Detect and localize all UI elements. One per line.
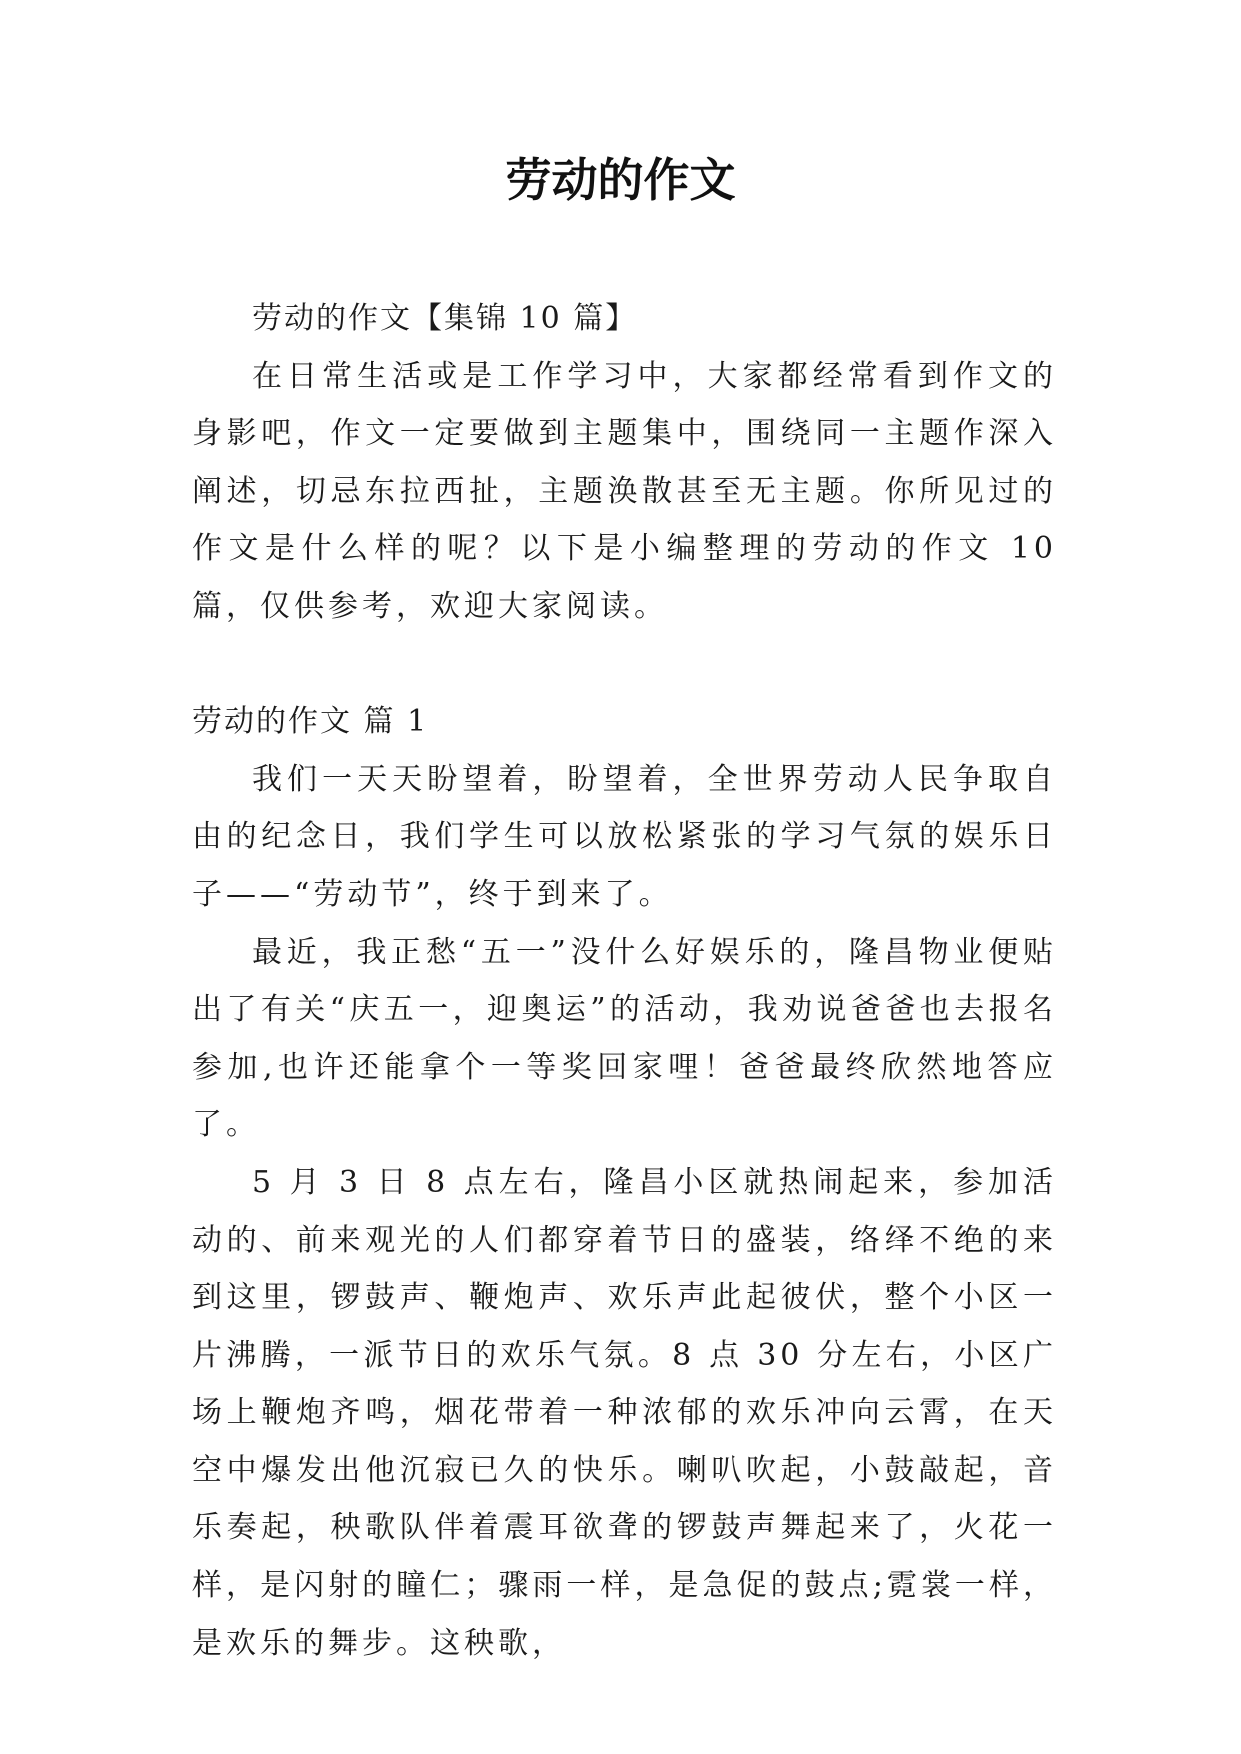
section-spacer xyxy=(192,636,1057,694)
body-paragraph-1: 我们一天天盼望着，盼望着，全世界劳动人民争取自由的纪念日，我们学生可以放松紧张的学习气氛的娱乐日子——“劳动节”，终于到来了。 xyxy=(192,761,1057,912)
section-heading: 劳动的作文 篇 1 xyxy=(192,704,429,740)
document-subtitle: 劳动的作文【集锦 10 篇】 xyxy=(252,301,638,336)
document-title: 劳动的作文 xyxy=(505,153,736,207)
body-paragraph-2: 最近，我正愁“五一”没什么好娱乐的，隆昌物业便贴出了有关“庆五一，迎奥运”的活动，我劝说爸爸也去报名参加,也许还能拿个一等奖回家哩！爸爸最终欣然地答应了。 xyxy=(192,934,1057,1143)
intro-paragraph: 在日常生活或是工作学习中，大家都经常看到作文的身影吧，作文一定要做到主题集中，围绕同一主题作深入阐述，切忌东拉西扯，主题涣散甚至无主题。你所见过的作文是什么样的呢？以下是小编整理的劳动的作文 10 篇，仅供参考，欢迎大家阅读。 xyxy=(192,358,1057,624)
body-paragraph-3: 5 月 3 日 8 点左右，隆昌小区就热闹起来，参加活动的、前来观光的人们都穿着节日的盛装，络绎不绝的来到这里，锣鼓声、鞭炮声、欢乐声此起彼伏，整个小区一片沸腾，一派节日的欢乐气氛。8 点 30 分左右，小区广场上鞭炮齐鸣，烟花带着一种浓郁的欢乐冲向云霄，在天空中爆发出他沉寂已久的快乐。喇叭吹起，小鼓敲起，音乐奏起，秧歌队伴着震耳欲聋的锣鼓声舞起来了，火花一样，是闪射的瞳仁；骤雨一样，是急促的鼓点;霓裳一样，是欢乐的舞步。这秧歌， xyxy=(192,1164,1057,1661)
document-body xyxy=(192,290,1057,1672)
